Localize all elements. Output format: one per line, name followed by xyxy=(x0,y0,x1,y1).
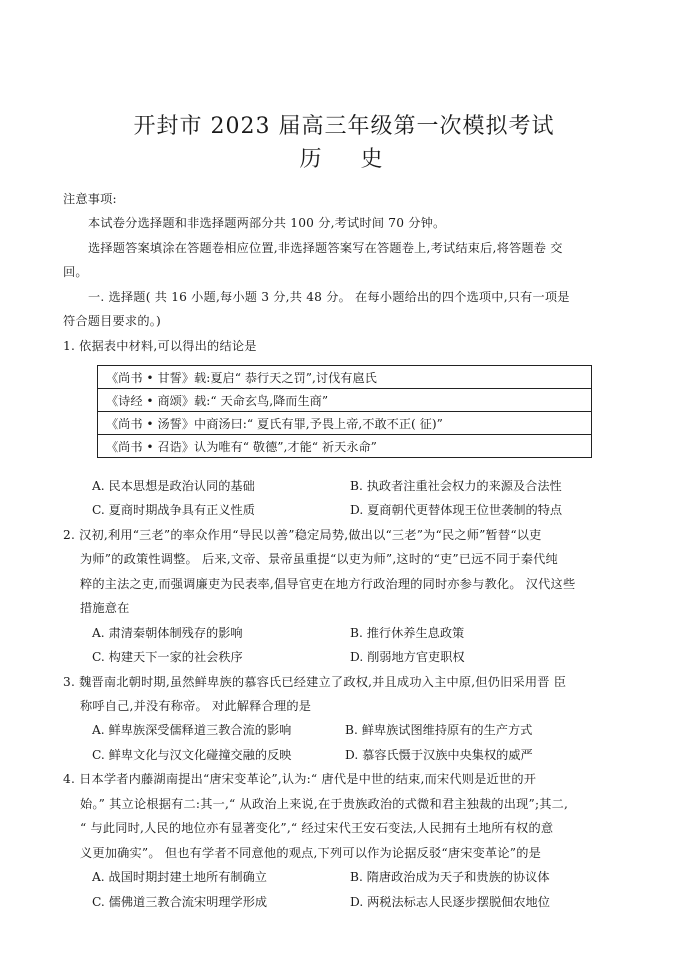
table-row xyxy=(98,366,592,389)
q3-option-a: A. 鲜卑族深受儒释道三教合流的影响 xyxy=(92,723,292,737)
table-cell: 《尚书 • 召诰》认为唯有“ 敬德”,才能“ 祈天永命” xyxy=(98,435,592,458)
notice-heading: 注意事项: xyxy=(63,192,117,206)
q4-option-b: B. 隋唐政治成为天子和贵族的协议体 xyxy=(350,870,550,884)
q2-line-3: 粹的主法之吏,而强调廉吏为民表率,倡导官吏在地方行政治理的同时亦参与教化。 汉代这些 xyxy=(80,577,576,591)
q4-line-1: 4. 日本学者内藤湖南提出“唐宋变革论”,认为:“ 唐代是中世的结束,而宋代则是近世的开 xyxy=(63,772,537,786)
exam-title: 开封市 2023 届高三年级第一次模拟考试 xyxy=(133,114,555,139)
q1-option-a: A. 民本思想是政治认同的基础 xyxy=(92,479,255,493)
q3-line-1: 3. 魏晋南北朝时期,虽然鲜卑族的慕容氏已经建立了政权,并且成功入主中原,但仍旧采用晋 臣 xyxy=(63,675,567,689)
q1-option-b: B. 执政者注重社会权力的来源及合法性 xyxy=(350,479,562,493)
q2-line-4: 措施意在 xyxy=(80,601,130,615)
q2-option-a: A. 肃清秦朝体制残存的影响 xyxy=(92,626,243,640)
q4-option-d: D. 两税法标志人民逐步摆脱佃农地位 xyxy=(350,895,550,909)
exam-subject: 历 史 xyxy=(299,147,399,172)
q2-line-2: 为师”的政策性调整。 后来,文帝、景帝虽重提“以吏为师”,这时的“吏”已远不同于秦代纯 xyxy=(80,552,558,566)
section-line-1: 一. 选择题( 共 16 小题,每小题 3 分,共 48 分。 在每小题给出的四个选项中,只有一项是 xyxy=(88,290,570,304)
q2-option-b: B. 推行休养生息政策 xyxy=(350,626,465,640)
notice-line-1: 本试卷分选择题和非选择题两部分共 100 分,考试时间 70 分钟。 xyxy=(88,216,446,230)
q1-stem: 1. 依据表中材料,可以得出的结论是 xyxy=(63,339,257,353)
q2-line-1: 2. 汉初,利用“三老”的率众作用“导民以善”稳定局势,做出以“三老”为“民之师”暂替“以吏 xyxy=(63,528,542,542)
notice-line-3: 回。 xyxy=(63,265,88,279)
q3-option-c: C. 鲜卑文化与汉文化碰撞交融的反映 xyxy=(92,748,292,762)
q3-option-b: B. 鲜卑族试图维持原有的生产方式 xyxy=(345,723,533,737)
q1-source-table xyxy=(97,365,592,458)
q1-option-d: D. 夏商朝代更替体现王位世袭制的特点 xyxy=(350,503,563,517)
table-row xyxy=(98,389,592,412)
table-row xyxy=(98,412,592,435)
q4-line-2: 始。” 其立论根据有二:其一,“ 从政治上来说,在于贵族政治的式微和君主独裁的出现”;其二, xyxy=(80,797,569,811)
section-line-2: 符合题目要求的。) xyxy=(63,314,161,328)
table-row xyxy=(98,435,592,458)
q1-option-c: C. 夏商时期战争具有正义性质 xyxy=(92,503,255,517)
notice-line-2: 选择题答案填涂在答题卷相应位置,非选择题答案写在答题卷上,考试结束后,将答题卷 交 xyxy=(88,241,563,255)
q4-line-4: 义更加确实”。 但也有学者不同意他的观点,下列可以作为论据反驳“唐宋变革论”的是 xyxy=(80,846,542,860)
q2-option-d: D. 削弱地方官吏职权 xyxy=(350,650,465,664)
q3-option-d: D. 慕容氏慑于汉族中央集权的威严 xyxy=(345,748,533,762)
q2-option-c: C. 构建天下一家的社会秩序 xyxy=(92,650,243,664)
q4-option-c: C. 儒佛道三教合流宋明理学形成 xyxy=(92,895,268,909)
q4-line-3: “ 与此同时,人民的地位亦有显著变化”,“ 经过宋代王安石变法,人民拥有土地所有权的意 xyxy=(80,821,554,835)
q4-option-a: A. 战国时期封建土地所有制确立 xyxy=(92,870,267,884)
table-cell: 《尚书 • 汤誓》中商汤曰:“ 夏氏有罪,予畏上帝,不敢不正( 征)” xyxy=(98,412,592,435)
table-cell: 《尚书 • 甘誓》载:夏启“ 恭行天之罚”,讨伐有扈氏 xyxy=(98,366,592,389)
table-cell: 《诗经 • 商颂》载:“ 天命玄鸟,降而生商” xyxy=(98,389,592,412)
q3-line-2: 称呼自己,并没有称帝。 对此解释合理的是 xyxy=(80,699,312,713)
